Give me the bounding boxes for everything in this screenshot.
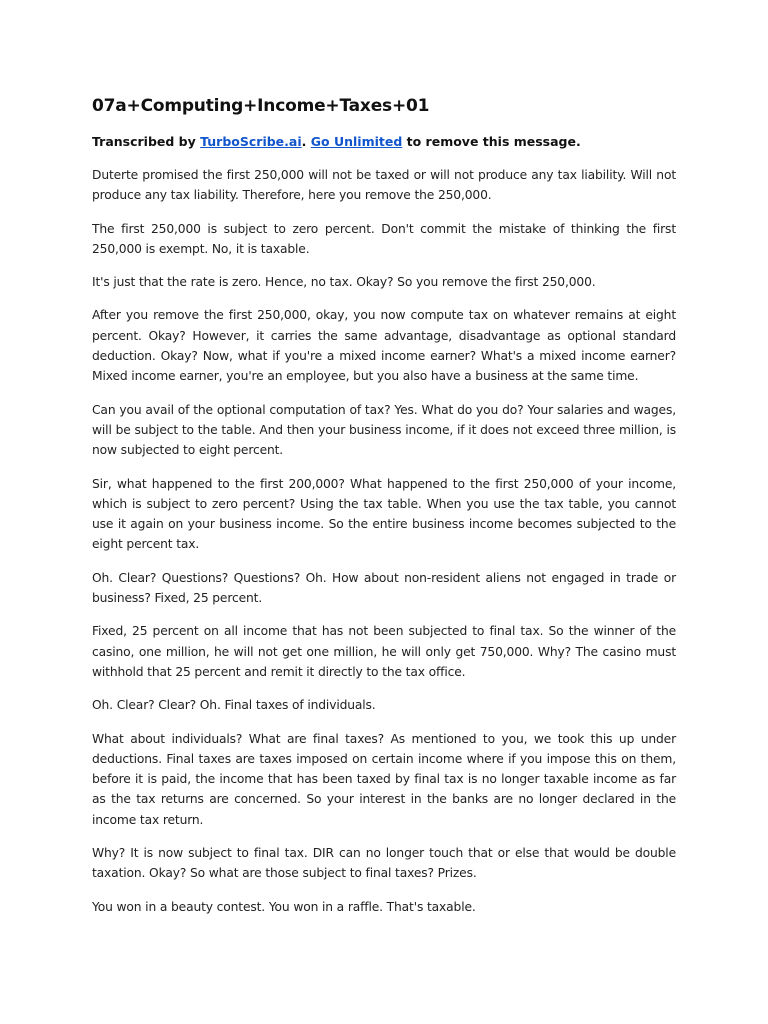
banner-prefix: Transcribed by <box>92 134 201 149</box>
paragraph-8: Fixed, 25 percent on all income that has not been subjected to final tax. So the winner of the casino, one million, he will not get one million, he will only get 750,000. Why? The casino must withhold that 25 percent and remit it directly to the tax office. <box>92 624 676 679</box>
paragraph-7: Oh. Clear? Questions? Questions? Oh. How about non-resident aliens not engaged in trade or business? Fixed, 25 percent. <box>92 570 676 606</box>
paragraph-5: Can you avail of the optional computation of tax? Yes. What do you do? Your salaries and wages, will be subject to the table. And then your business income, if it does not exceed three million, is now subjected to eight percent. <box>92 402 676 458</box>
paragraph-6: Sir, what happened to the first 200,000? What happened to the first 250,000 of your income, which is subject to zero percent? Using the tax table. When you use the tax table, you cannot use it again on your business income. So the entire business income becomes subjected to the eight percent tax. <box>92 476 676 552</box>
paragraph-3: It's just that the rate is zero. Hence, no tax. Okay? So you remove the first 250,000. <box>92 275 596 290</box>
paragraph-1: Duterte promised the first 250,000 will not be taxed or will not produce any tax liability. Will not produce any tax liability. Therefore, here you remove the 250,000. <box>92 168 676 203</box>
paragraph-11: Why? It is now subject to final tax. DIR can no longer touch that or else that would be double taxation. Okay? So what are those subject to final taxes? Prizes. <box>92 846 676 881</box>
paragraph-12: You won in a beauty contest. You won in a raffle. That's taxable. <box>92 899 476 914</box>
document-page <box>92 94 676 930</box>
turboscribe-link[interactable]: TurboScribe.ai <box>200 134 302 149</box>
go-unlimited-link[interactable]: Go Unlimited <box>310 134 403 149</box>
transcription-banner <box>92 133 676 151</box>
document-title: 07a+Computing+Income+Taxes+01 <box>92 96 430 116</box>
banner-separator: . <box>301 134 311 149</box>
paragraph-9: Oh. Clear? Clear? Oh. Final taxes of individuals. <box>92 698 376 713</box>
paragraph-4: After you remove the first 250,000, okay, you now compute tax on whatever remains at eight percent. Okay? However, it carries the same advantage, disadvantage as optional standard deduction. Okay? Now, what if you're a mixed income earner? What's a mixed income earner? Mixed income earner, you're an employee, but you also have a business at the same time. <box>92 308 676 384</box>
paragraph-2: The first 250,000 is subject to zero percent. Don't commit the mistake of thinking the first 250,000 is exempt. No, it is taxable. <box>92 221 676 256</box>
banner-suffix: to remove this message. <box>402 134 581 149</box>
paragraph-10: What about individuals? What are final taxes? As mentioned to you, we took this up under deductions. Final taxes are taxes imposed on certain income where if you impose this on them, before it is paid, the income that has been taxed by final tax is no longer taxable income as far as the tax returns are concerned. So your interest in the banks are no longer declared in the income tax return. <box>92 731 676 827</box>
